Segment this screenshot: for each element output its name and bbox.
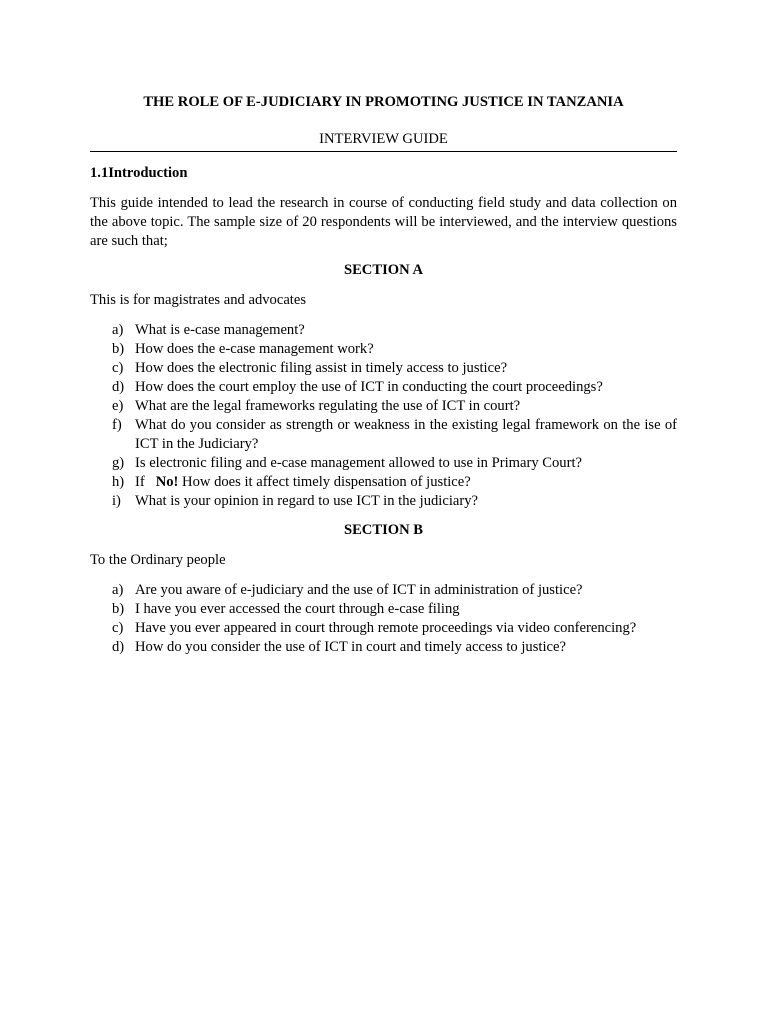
question-item xyxy=(90,600,677,619)
question-item xyxy=(90,473,677,492)
question-item xyxy=(90,454,677,473)
question-item xyxy=(90,321,677,340)
question-text: How does the electronic filing assist in timely access to justice? xyxy=(135,360,508,376)
question-item xyxy=(90,416,677,454)
question-text: What is your opinion in regard to use ICT in the judiciary? xyxy=(135,493,479,509)
question-marker: b) xyxy=(112,601,125,617)
question-marker: b) xyxy=(112,341,125,357)
question-marker: a) xyxy=(112,322,124,338)
question-item xyxy=(90,340,677,359)
question-text: What do you consider as strength or weakness in the existing legal framework on the ise of ICT in the Judiciary? xyxy=(135,417,677,452)
question-marker: d) xyxy=(112,379,125,395)
question-text: What are the legal frameworks regulating the use of ICT in court? xyxy=(135,398,521,414)
question-marker: h) xyxy=(112,474,125,490)
section-b-heading: SECTION B xyxy=(343,522,424,538)
question-text: How do you consider the use of ICT in court and timely access to justice? xyxy=(135,639,566,655)
document-subtitle: INTERVIEW GUIDE xyxy=(90,130,677,152)
section-b-question-list xyxy=(90,581,677,657)
question-marker: c) xyxy=(112,620,124,636)
intro-heading: 1.1Introduction xyxy=(90,165,188,181)
question-marker: a) xyxy=(112,582,124,598)
question-text: Have you ever appeared in court through remote proceedings via video conferencing? xyxy=(135,620,637,636)
question-prefix: If xyxy=(135,474,145,490)
question-item xyxy=(90,359,677,378)
intro-paragraph: This guide intended to lead the research in course of conducting field study and data collection on the above topic. The sample size of 20 respondents will be interviewed, and the interview questions are such that; xyxy=(90,195,677,249)
question-item xyxy=(90,378,677,397)
question-marker: d) xyxy=(112,639,125,655)
question-emphasis: No! xyxy=(155,474,179,490)
question-marker: g) xyxy=(112,455,125,471)
question-item xyxy=(90,581,677,600)
question-text xyxy=(135,473,677,492)
question-marker: i) xyxy=(112,493,121,509)
question-marker: c) xyxy=(112,360,124,376)
question-item xyxy=(90,492,677,511)
question-text: How does the court employ the use of ICT in conducting the court proceedings? xyxy=(135,379,603,395)
question-text: Are you aware of e-judiciary and the use of ICT in administration of justice? xyxy=(135,582,583,598)
document-title: THE ROLE OF E-JUDICIARY IN PROMOTING JUSTICE IN TANZANIA xyxy=(143,94,624,110)
question-item xyxy=(90,397,677,416)
question-text: Is electronic filing and e-case management allowed to use in Primary Court? xyxy=(135,455,582,471)
question-text: How does the e-case management work? xyxy=(135,341,374,357)
question-item xyxy=(90,619,677,638)
question-marker: f) xyxy=(112,417,122,433)
question-text: I have you ever accessed the court through e-case filing xyxy=(135,601,460,617)
section-b-note: To the Ordinary people xyxy=(90,552,226,568)
question-body: How does it affect timely dispensation of justice? xyxy=(182,474,471,490)
question-item xyxy=(90,638,677,657)
section-a-note: This is for magistrates and advocates xyxy=(90,292,307,308)
question-text: What is e-case management? xyxy=(135,322,305,338)
section-a-heading: SECTION A xyxy=(343,262,424,278)
question-marker: e) xyxy=(112,398,124,414)
section-a-question-list xyxy=(90,321,677,511)
